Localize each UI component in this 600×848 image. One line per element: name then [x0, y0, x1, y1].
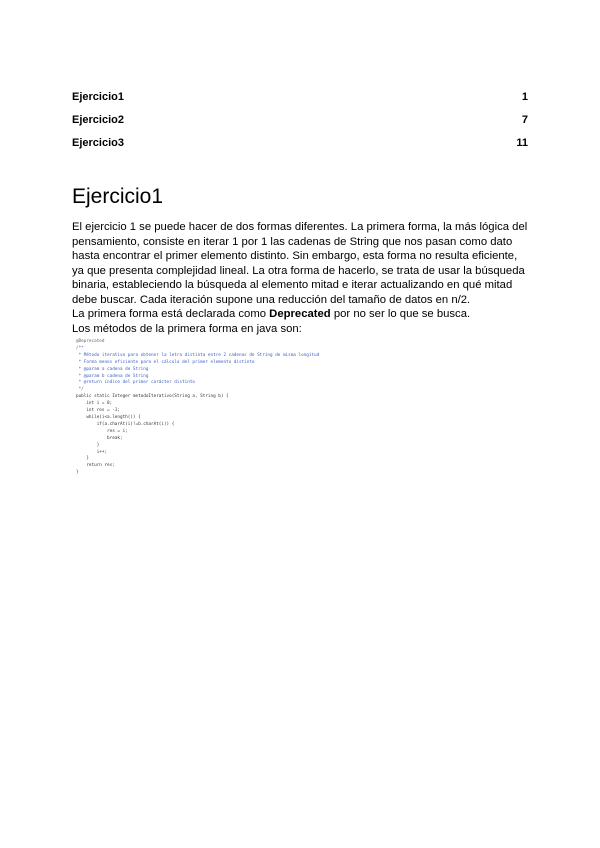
- code-screenshot: [76, 339, 536, 477]
- paragraph-deprecated-suffix: por no ser lo que se busca.: [330, 308, 471, 320]
- code-line: public static Integer metodoIterativo(String a, String b) {: [76, 394, 229, 400]
- code-line: * Forma menos eficiente para el cálculo del primer elemento distinto: [76, 359, 255, 365]
- code-line: return res;: [76, 463, 115, 469]
- code-line: if(a.charAt(i)!=b.charAt(i)) {: [76, 421, 175, 427]
- code-line: }: [76, 442, 100, 448]
- code-line: i++;: [76, 449, 108, 455]
- code-line: int i = 0;: [76, 401, 113, 407]
- toc-entry[interactable]: [72, 90, 528, 113]
- code-line: @Deprecated: [76, 339, 105, 344]
- code-line: int res = -1;: [76, 408, 120, 414]
- code-line: break;: [76, 435, 123, 441]
- paragraph-deprecated-prefix: La primera forma está declarada como: [72, 308, 270, 320]
- table-of-contents: [72, 90, 528, 159]
- code-line: while(i<a.length()) {: [76, 414, 141, 420]
- toc-entry-page: 1: [521, 91, 528, 103]
- code-line: * @return índice del primer carácter distinto: [76, 380, 195, 386]
- code-line: * Método iterativo para obtener la letra distinta entre 2 cadenas de String de misma longitud: [76, 352, 320, 358]
- code-line: */: [76, 387, 84, 393]
- paragraph-intro: El ejercicio 1 se puede hacer de dos formas diferentes. La primera forma, la más lógica del pensamiento, consiste en iterar 1 por 1 las cadenas de String que nos pasan como dato hasta encontrar el primer elemento distinto. Sin embargo, esta forma no resulta eficiente, ya que presenta complejidad lineal. La otra forma de hacerlo, se trata de usar la búsqueda binaria, estableciendo la búsqueda al elemento mitad e iterar actualizando en qué mitad debe buscar. Cada iteración supone una reducción del tamaño de datos en n/2.: [72, 221, 528, 306]
- code-line: res = i;: [76, 428, 128, 434]
- paragraph-methods: Los métodos de la primera forma en java son:: [72, 322, 302, 335]
- section-heading: Ejercicio1: [72, 185, 164, 208]
- code-line: * @param a cadena de String: [76, 366, 149, 372]
- code-line: }: [76, 456, 89, 462]
- toc-entry-page: 7: [521, 114, 528, 126]
- deprecated-keyword: Deprecated: [269, 308, 331, 320]
- toc-entry-page: 11: [516, 137, 528, 149]
- toc-entry[interactable]: [72, 113, 528, 136]
- code-line: }: [76, 470, 79, 476]
- paragraph-deprecated: [72, 307, 528, 322]
- toc-entry[interactable]: [72, 136, 528, 159]
- toc-entry-title: Ejercicio3: [72, 137, 124, 149]
- code-line: /**: [76, 345, 84, 351]
- toc-entry-title: Ejercicio1: [72, 91, 124, 103]
- section-body: [72, 220, 528, 336]
- toc-entry-title: Ejercicio2: [72, 114, 124, 126]
- code-line: * @param b cadena de String: [76, 373, 149, 379]
